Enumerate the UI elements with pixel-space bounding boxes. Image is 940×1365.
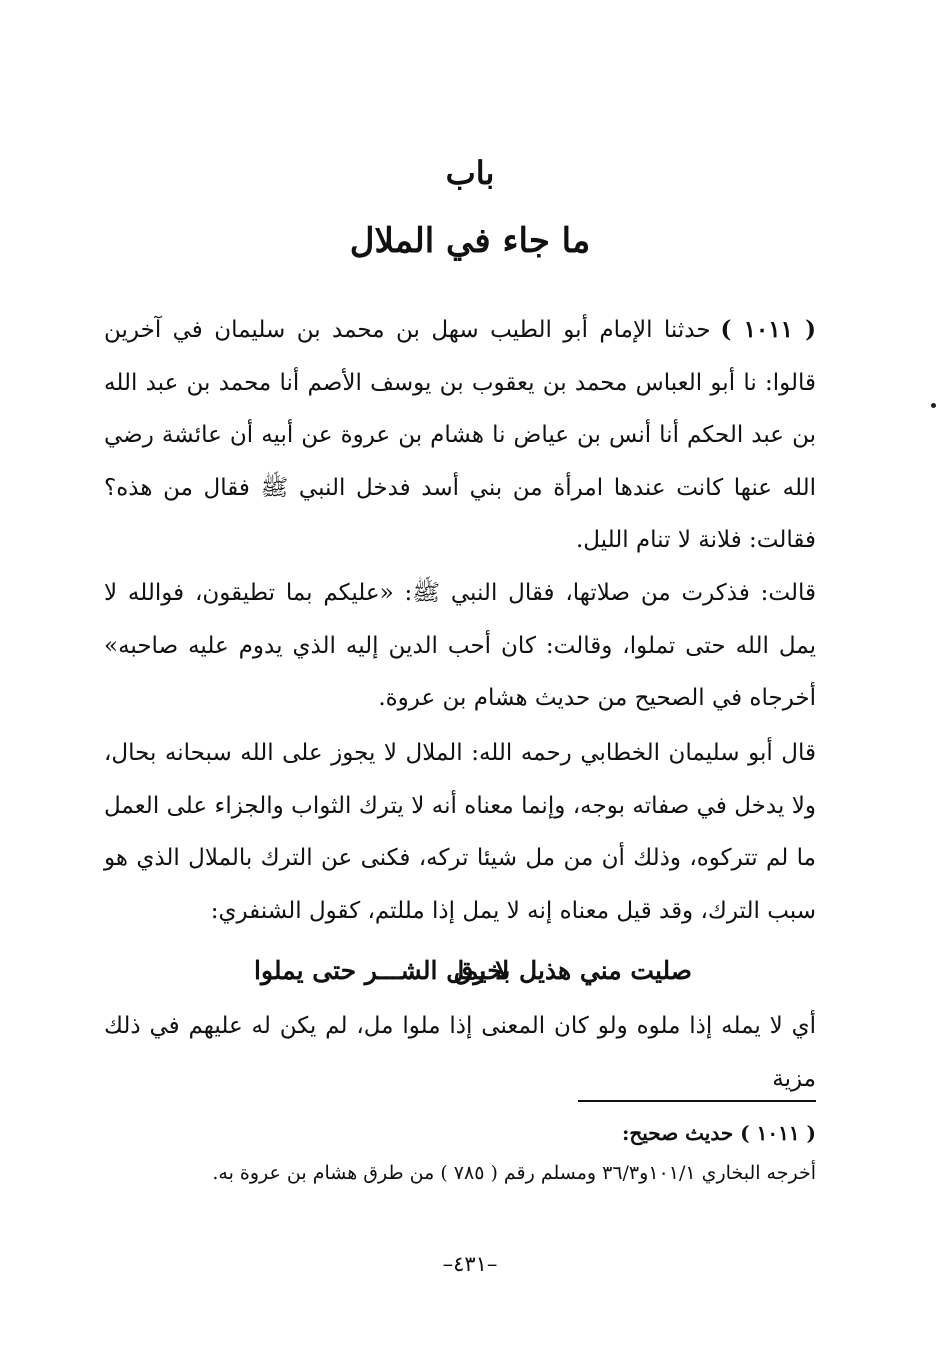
footnote-divider <box>578 1100 816 1102</box>
verse-second-hemistich: لا يمل الشـــر حتى يملوا <box>254 956 510 985</box>
hadith-number: ( ١٠١١ ) <box>720 316 816 343</box>
footnote-label: ( ١٠١١ ) حديث صحيح: <box>621 1121 816 1145</box>
chapter-label: باب <box>445 154 495 192</box>
verse-first-hemistich: صليت مني هذيل بخرق <box>454 956 692 985</box>
narration-paragraph: قالت: فذكرت من صلاتها، فقال النبي ﷺ: «عليكم بما تطيقون، فوالله لا يمل الله حتى تملوا، وقالت: كان أحب الدين إليه الذي يدوم عليه صاحبه» أخرجاه في الصحيح من حديث هشام بن عروة. <box>104 580 816 711</box>
commentary-paragraph: قال أبو سليمان الخطابي رحمه الله: الملال لا يجوز على الله سبحانه بحال، ولا يدخل في صفاته بوجه، وإنما معناه أنه لا يترك الثواب والجزاء على العمل ما لم تتركوه، وذلك أن من مل شيئا تركه، فكنى عن الترك بالملال الذي هو سبب الترك، وقد قيل معناه إنه لا يمل إذا مللتم، كقول الشنفري: <box>104 740 816 924</box>
scan-speck <box>931 403 936 408</box>
page-number: –٤٣١– <box>442 1252 498 1276</box>
closing-paragraph: أي لا يمله إذا ملوه ولو كان المعنى إذا ملوا مل، لم يكن له عليهم في ذلك مزية <box>104 1013 816 1092</box>
chapter-title: ما جاء في الملال <box>349 221 591 261</box>
footnote-text: أخرجه البخاري ١٠١/١و٣٦/٣ ومسلم رقم ( ٧٨٥ ) من طرق هشام بن عروة به. <box>212 1162 816 1184</box>
hadith-text: حدثنا الإمام أبو الطيب سهل بن محمد بن سليمان في آخرين قالوا: نا أبو العباس محمد بن يعقوب بن يوسف الأصم أنا محمد بن عبد الله بن عبد الحكم أنا أنس بن عياض نا هشام بن عروة عن أبيه أن عائشة رضي الله عنها كانت عندها امرأة من بني أسد فدخل النبي ﷺ فقال من هذه؟ فقالت: فلانة لا تنام الليل. <box>104 317 816 553</box>
hadith-paragraph <box>104 304 816 567</box>
poetry-verse <box>104 946 816 996</box>
